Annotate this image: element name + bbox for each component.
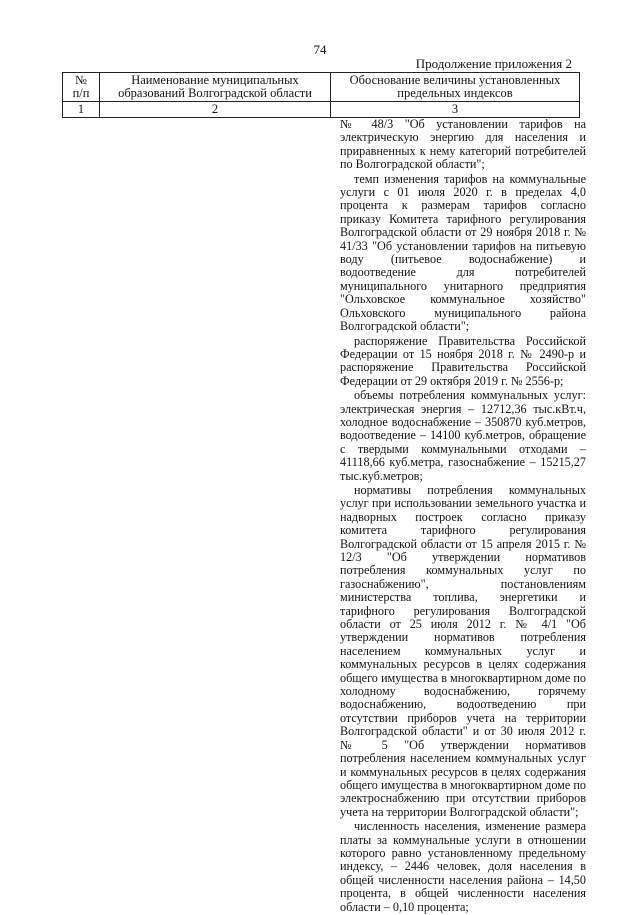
page-number: 74 [313,42,327,57]
paragraph-government-orders: распоряжение Правительства Российской Федерации от 15 ноября 2018 г. № 2490-р и распоряжение Правительства Российской Федерации от 29 октября 2019 г. № 2556-р; [340,333,586,388]
column-header-number: № п/п [63,73,100,102]
column-header-justification: Обоснование величины установленных предельных индексов [331,73,580,102]
paragraph-consumption-norms: нормативы потребления коммунальных услуг при использовании земельного участка и надворных построек согласно приказу комитета тарифного регулирования Волгоградской области от 15 апреля 2015 г. № 12/3 "Об утверждении нормативов потребления коммунальных услуг по газоснабжению", постановлениям министерства топлива, энергетики и тарифного регулирования Волгоградской области от 25 июля 2012 г. № 4/1 "Об утверждении нормативов потребления населением коммунальных услуг и коммунальных ресурсов в целях содержания общего имущества в многоквартирном доме по холодному водоснабжению, горячему водоснабжению, водоотведению при отсутствии приборов учета на территории Волгоградской области" и от 30 июля 2012 г. № 5 "Об утверждении нормативов потребления населением коммунальных услуг и коммунальных ресурсов в целях содержания общего имущества в многоквартирном доме по электроснабжению при отсутствии приборов учета на территории Волгоградской области"; [340,482,586,819]
column-header-municipality: Наименование муниципальных образований Волгоградской области [100,73,331,102]
paragraph-electricity-tariff-order: № 48/3 "Об установлении тарифов на электрическую энергию для населения и приравненных к нему категорий потребителей по Волгоградской области"; [340,117,586,172]
column-number-2: 2 [100,102,331,118]
paragraph-utility-tariff-rate: темп изменения тарифов на коммунальные услуги с 01 июля 2020 г. в пределах 4,0 процента к размерам тарифов согласно приказу Комитета тарифного регулирования Волгоградской области от 29 ноября 2018 г. № 41/33 "Об установлении тарифов на питьевую воду (питьевое водоснабжение) и водоотведение для потребителей муниципального унитарного предприятия "Ольховское коммунальное хозяйство" Ольховского муниципального района Волгоградской области"; [340,171,586,334]
justification-text [340,118,586,915]
paragraph-consumption-volumes: объемы потребления коммунальных услуг: электрическая энергия – 12712,36 тыс.кВт.ч, холодное водоснабжение – 350870 куб.метров, водоотведение – 14100 куб.метров, обращение с твердыми коммунальными отходами – 41118,66 куб.метра, газоснабжение – 15215,27 тыс.куб.метров; [340,388,586,483]
table-number-row [63,102,580,118]
paragraph-population: численность населения, изменение размера платы за коммунальные услуги в отношении которого равно установленному предельному индексу, – 2446 человек, доля населения в общей численности населения района – 14,50 процента, в общей численности населения области – 0,10 процента; [340,819,586,914]
column-number-3: 3 [331,102,580,118]
appendix-table-header [62,72,580,118]
table-header-row [63,73,580,102]
column-number-1: 1 [63,102,100,118]
appendix-continuation-label: Продолжение приложения 2 [415,56,572,71]
